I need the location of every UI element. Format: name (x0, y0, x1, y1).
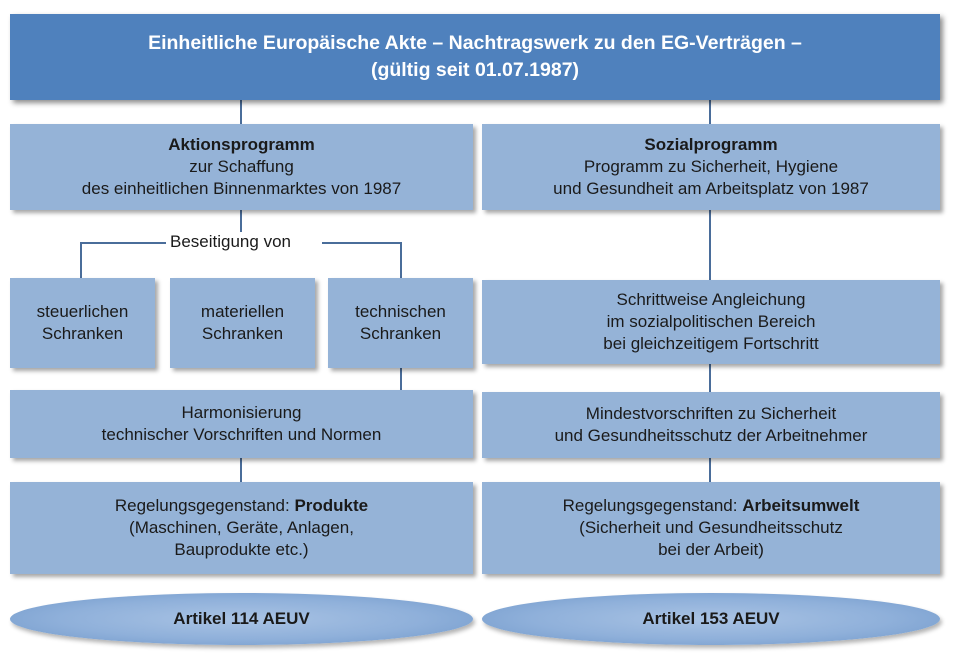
alignment-box (482, 280, 940, 364)
article-153-ellipse (482, 593, 940, 645)
minimum-requirements-box (482, 392, 940, 458)
harmonization-line-2: technischer Vorschriften und Normen (101, 425, 382, 444)
bracket-horizontal-right (322, 242, 402, 244)
work-environment-keyword: Arbeitsumwelt (742, 496, 860, 515)
minimum-requirements-line-2: und Gesundheitsschutz der Arbeitnehmer (554, 426, 868, 445)
header-line-2: (gültig seit 01.07.1987) (370, 59, 580, 81)
harmonization-box (10, 390, 473, 458)
action-program-title: Aktionsprogramm (168, 135, 315, 154)
social-program-line-1: Programm zu Sicherheit, Hygiene (583, 157, 839, 176)
barrier-technical-line-2: Schranken (359, 324, 442, 343)
products-line-1 (115, 495, 368, 517)
products-line-2: (Maschinen, Geräte, Anlagen, (129, 518, 354, 537)
barrier-material-box (170, 278, 315, 368)
connector-right-spine (709, 210, 711, 280)
alignment-line-1: Schrittweise Angleichung (616, 290, 806, 309)
header-box (10, 14, 940, 100)
barrier-material-line-2: Schranken (201, 324, 284, 343)
bracket-horizontal-left (80, 242, 166, 244)
connector-header-right (709, 100, 711, 124)
minimum-requirements-line-1: Mindestvorschriften zu Sicherheit (585, 404, 837, 423)
barrier-tax-box (10, 278, 155, 368)
work-environment-box (482, 482, 940, 574)
action-program-line-2: des einheitlichen Binnenmarktes von 1987 (81, 179, 402, 198)
barrier-tax-line-1: steuerlichen (36, 302, 129, 321)
social-program-line-2: und Gesundheit am Arbeitsplatz von 1987 (553, 179, 869, 198)
products-keyword: Produkte (294, 496, 369, 515)
article-114-ellipse (10, 593, 473, 645)
barrier-technical-line-1: technischen (355, 302, 446, 321)
article-114-label: Artikel 114 AEUV (173, 609, 310, 628)
barrier-tax-line-2: Schranken (41, 324, 124, 343)
removal-label: Beseitigung von (166, 232, 295, 252)
connector-right-3 (709, 458, 711, 482)
work-environment-line-3: bei der Arbeit) (658, 540, 764, 559)
bracket-leg-left (80, 242, 82, 278)
harmonization-line-1: Harmonisierung (181, 403, 302, 422)
barrier-technical-box (328, 278, 473, 368)
action-program-box (10, 124, 473, 210)
work-environment-line-2: (Sicherheit und Gesundheitsschutz (579, 518, 843, 537)
connector-header-left (240, 100, 242, 124)
products-prefix: Regelungsgegenstand: (114, 496, 295, 515)
connector-left-3 (240, 458, 242, 482)
alignment-line-2: im sozialpolitischen Bereich (606, 312, 816, 331)
products-box (10, 482, 473, 574)
header-line-1: Einheitliche Europäische Akte – Nachtragswerk zu den EG-Verträgen – (148, 32, 802, 54)
alignment-line-3: bei gleichzeitigem Fortschritt (603, 334, 819, 353)
products-line-3: Bauprodukte etc.) (174, 540, 309, 559)
work-environment-line-1 (563, 495, 860, 517)
work-environment-prefix: Regelungsgegenstand: (562, 496, 743, 515)
social-program-title: Sozialprogramm (644, 135, 778, 154)
action-program-line-1: zur Schaffung (189, 157, 294, 176)
social-program-box (482, 124, 940, 210)
connector-technical-down (400, 368, 402, 390)
barrier-material-line-1: materiellen (200, 302, 285, 321)
connector-right-2 (709, 364, 711, 392)
article-153-label: Artikel 153 AEUV (642, 609, 780, 628)
bracket-leg-right (400, 242, 402, 278)
